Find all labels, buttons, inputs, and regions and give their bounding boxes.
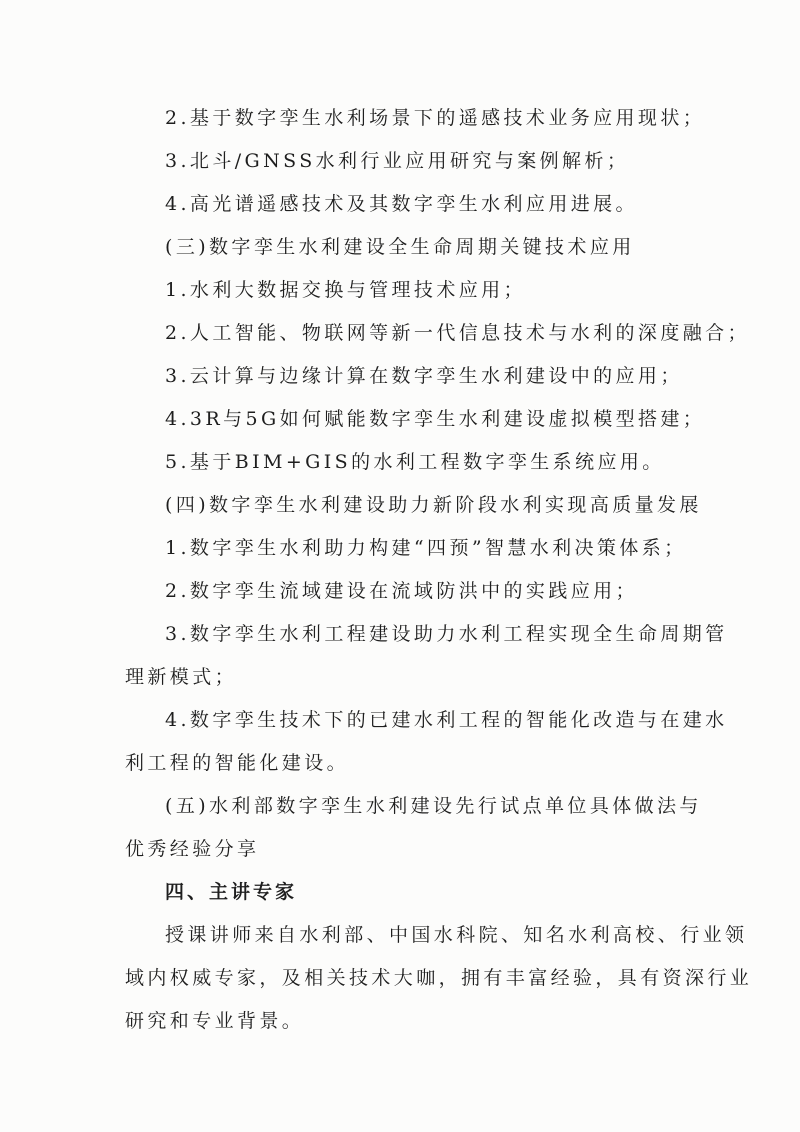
topic-item-4-3-cont: 理新模式； [125,666,238,688]
experts-paragraph-line-2: 域内权威专家，及相关技术大咖，拥有丰富经验，具有资深行业 [125,967,753,989]
topic-item-4-1: 1.数字孪生水利助力构建“四预”智慧水利决策体系； [165,537,687,559]
experts-paragraph-line-3: 研究和专业背景。 [125,1010,305,1032]
topic-item-3-2: 2.人工智能、物联网等新一代信息技术与水利的深度融合； [165,322,750,344]
section-5-title: (五)水利部数字孪生水利建设先行试点单位具体做法与 [165,795,702,817]
topic-item-4-3: 3.数字孪生水利工程建设助力水利工程实现全生命周期管 [165,623,728,645]
topic-item-3-4: 4.3R与5G如何赋能数字孪生水利建设虚拟模型搭建； [165,408,706,430]
topic-item-3-1: 1.水利大数据交换与管理技术应用； [165,279,526,301]
section-4-title: (四)数字孪生水利建设助力新阶段水利实现高质量发展 [165,494,702,516]
topic-item-4-4-cont: 利工程的智能化建设。 [125,752,350,774]
topic-item-4-4: 4.数字孪生技术下的已建水利工程的智能化改造与在建水 [165,709,728,731]
topic-item-2-3: 3.北斗/GNSS水利行业应用研究与案例解析； [165,150,630,172]
topic-item-2-4: 4.高光谱遥感技术及其数字孪生水利应用进展。 [165,193,638,215]
topic-item-3-5: 5.基于BIM+GIS的水利工程数字孪生系统应用。 [165,451,665,473]
section-heading-experts: 四、主讲专家 [165,881,298,903]
topic-item-2-2: 2.基于数字孪生水利场景下的遥感技术业务应用现状； [165,107,706,129]
topic-item-3-3: 3.云计算与边缘计算在数字孪生水利建设中的应用； [165,365,683,387]
experts-paragraph-line-1: 授课讲师来自水利部、中国水科院、知名水利高校、行业领 [165,924,748,946]
section-5-title-cont: 优秀经验分享 [125,838,260,860]
section-3-title: (三)数字孪生水利建设全生命周期关键技术应用 [165,236,635,258]
topic-item-4-2: 2.数字孪生流域建设在流域防洪中的实践应用； [165,580,638,602]
